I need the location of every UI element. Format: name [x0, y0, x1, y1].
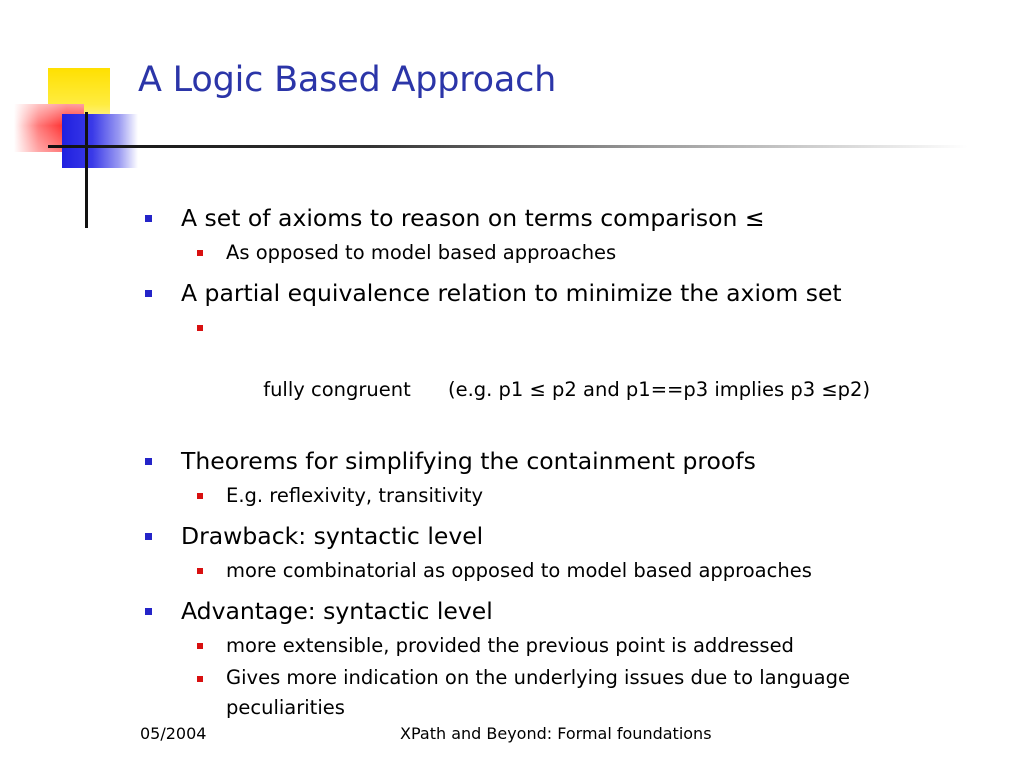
- bullet-text: Advantage: syntactic level: [181, 597, 493, 625]
- sub-bullet-item: [140, 555, 980, 586]
- sub-bullet-text: E.g. reflexivity, transitivity: [226, 484, 484, 507]
- bullet-list: [140, 200, 980, 731]
- decorative-blue-square: [62, 114, 138, 168]
- square-bullet-icon: [197, 325, 203, 331]
- sub-bullet-text: fully congruent (e.g. p1 ≤ p2 and p1==p3 implies p3 ≤p2): [263, 378, 871, 401]
- sub-bullet-text: As opposed to model based approaches: [226, 241, 617, 264]
- footer-date: 05/2004: [140, 724, 207, 743]
- bullet-item: [140, 594, 980, 628]
- bullet-text: A partial equivalence relation to minimize the axiom set: [181, 279, 842, 307]
- square-bullet-icon: [145, 458, 152, 465]
- square-bullet-icon: [197, 643, 203, 649]
- sub-bullet-item: [140, 480, 980, 511]
- square-bullet-icon: [145, 290, 152, 297]
- sub-bullet-text: more combinatorial as opposed to model based approaches: [226, 559, 812, 582]
- square-bullet-icon: [145, 533, 152, 540]
- bullet-item: [140, 276, 980, 310]
- square-bullet-icon: [145, 215, 152, 222]
- square-bullet-icon: [197, 493, 203, 499]
- square-bullet-icon: [145, 608, 152, 615]
- bullet-item: [140, 519, 980, 553]
- decorative-vertical-line: [85, 112, 88, 228]
- sub-bullet-item: [140, 630, 980, 661]
- sub-bullet-text: Gives more indication on the underlying issues due to language peculiarities: [226, 666, 850, 719]
- sub-bullet-item: [140, 663, 956, 723]
- sub-bullet-item: [140, 312, 980, 436]
- square-bullet-icon: [197, 568, 203, 574]
- footer-title: XPath and Beyond: Formal foundations: [400, 724, 712, 743]
- bullet-text: A set of axioms to reason on terms comparison ≤: [181, 204, 765, 232]
- sub-bullet-item: [140, 237, 980, 268]
- slide-title: A Logic Based Approach: [138, 60, 557, 100]
- sub-bullet-text: more extensible, provided the previous point is addressed: [226, 634, 794, 657]
- bullet-text: Theorems for simplifying the containment proofs: [181, 447, 756, 475]
- bullet-text: Drawback: syntactic level: [181, 522, 484, 550]
- bullet-item: [140, 201, 980, 235]
- bullet-item: [140, 444, 980, 478]
- square-bullet-icon: [197, 250, 203, 256]
- square-bullet-icon: [197, 676, 203, 682]
- title-underline-rule: [48, 145, 968, 148]
